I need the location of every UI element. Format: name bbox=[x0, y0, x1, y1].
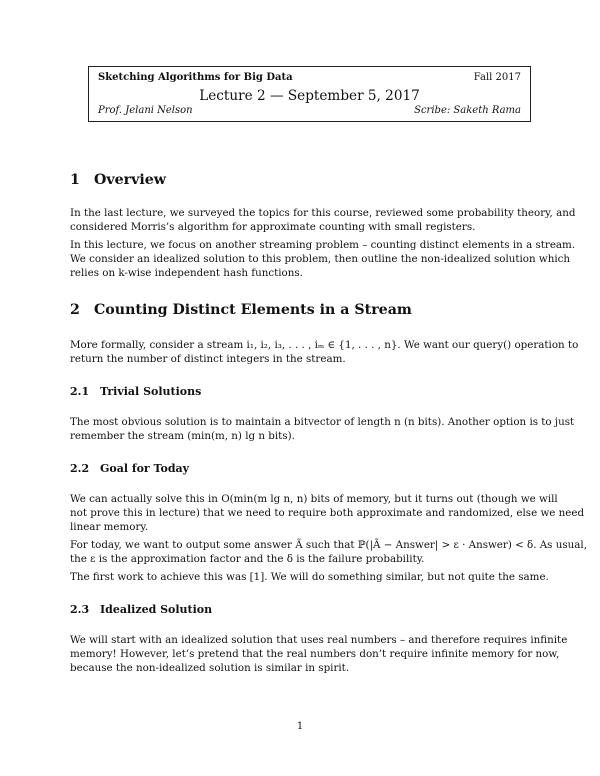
section-heading-counting-distinct: 2 Counting Distinct Elements in a Stream bbox=[70, 302, 412, 318]
paragraph: We can actually solve this in O(min(m lg n, n) bits of memory, but it turns out (though we will not prove this in lecture) that we need to require both approximate and randomized, else we need linear memory. bbox=[70, 493, 585, 533]
paragraph: In this lecture, we focus on another streaming problem – counting distinct elements in a stream. We consider an idealized solution to this problem, then outline the non-idealized solution which relies on k-wise independent hash functions. bbox=[70, 239, 576, 279]
scribe: Scribe: Saketh Rama bbox=[414, 105, 521, 116]
paragraph: More formally, consider a stream i₁, i₂, i₃, . . . , iₘ ∈ {1, . . . , n}. We want our query() operation to return the number of distinct integers in the stream. bbox=[70, 339, 579, 365]
paragraph: The most obvious solution is to maintain a bitvector of length n (n bits). Another option is to just remember the stream (min(m, n) lg n bits). bbox=[70, 416, 575, 442]
page-number: 1 bbox=[296, 721, 304, 732]
professor: Prof. Jelani Nelson bbox=[98, 105, 193, 116]
subsection-heading-idealized-solution: 2.3 Idealized Solution bbox=[70, 603, 213, 616]
term: Fall 2017 bbox=[473, 72, 521, 83]
paragraph: For today, we want to output some answer Ã such that ℙ(|Ã − Answer| > ε · Answer) < δ. As usual, the ε is the approximation factor and the δ is the failure probability. bbox=[70, 539, 587, 565]
course-title: Sketching Algorithms for Big Data bbox=[98, 72, 293, 83]
section-heading-overview: 1 Overview bbox=[70, 172, 166, 188]
lecture-header bbox=[88, 66, 531, 122]
subsection-heading-trivial-solutions: 2.1 Trivial Solutions bbox=[70, 385, 202, 398]
paragraph: The first work to achieve this was [1]. We will do something similar, but not quite the same. bbox=[70, 571, 549, 583]
lecture-title: Lecture 2 — September 5, 2017 bbox=[199, 88, 420, 104]
paragraph: We will start with an idealized solution that uses real numbers – and therefore requires infinite memory! However, let’s pretend that the real numbers don’t require infinite memory for now, because the non-idealized solution is similar in spirit. bbox=[70, 634, 568, 674]
page bbox=[70, 66, 587, 674]
paragraph: In the last lecture, we surveyed the topics for this course, reviewed some probability theory, and considered Morris’s algorithm for approximate counting with small registers. bbox=[70, 207, 576, 233]
subsection-heading-goal-for-today: 2.2 Goal for Today bbox=[70, 462, 190, 475]
